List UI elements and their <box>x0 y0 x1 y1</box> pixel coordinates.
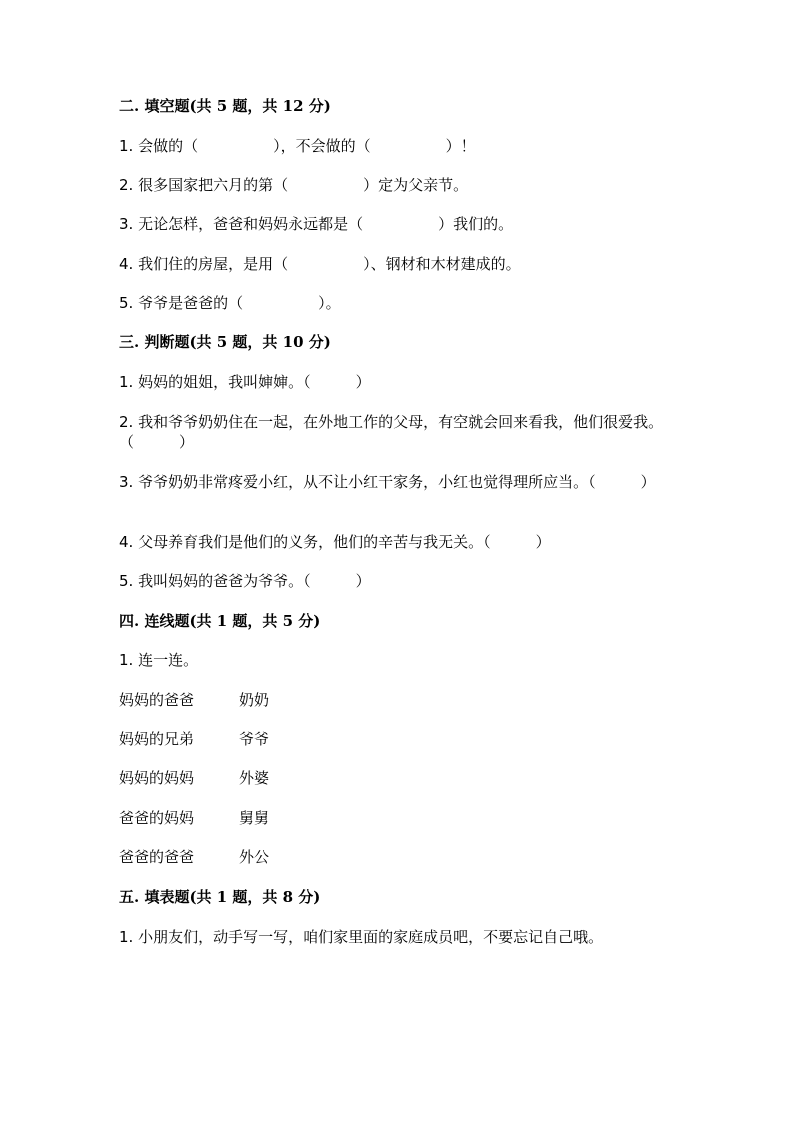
section-title-true-false: 三. 判断题(共 5 题，共 10 分) <box>119 333 331 351</box>
section-title-matching: 四. 连线题(共 1 题，共 5 分) <box>119 612 321 630</box>
true-false-question-1: 1. 妈妈的姐姐，我叫婶婶。（ ） <box>119 373 371 391</box>
table-fill-question-1: 1. 小朋友们，动手写一写，咱们家里面的家庭成员吧，不要忘记自己哦。 <box>119 928 604 946</box>
match-left-item: 爸爸的爸爸 <box>119 848 195 866</box>
match-right-item: 舅舅 <box>239 809 270 827</box>
section-title-table-fill: 五. 填表题(共 1 题，共 8 分) <box>119 888 321 906</box>
match-right-item: 外公 <box>239 848 270 866</box>
fill-blank-question-1: 1. 会做的（ ），不会做的（ ）！ <box>119 137 476 155</box>
true-false-question-3: 3. 爷爷奶奶非常疼爱小红，从不让小红干家务，小红也觉得理所应当。（ ） <box>119 473 656 491</box>
true-false-question-2: 2. 我和爷爷奶奶住在一起，在外地工作的父母，有空就会回来看我，他们很爱我。（ ） <box>119 413 664 451</box>
fill-blank-question-5: 5. 爷爷是爸爸的（ ）。 <box>119 294 341 312</box>
section-title-fill-blank: 二. 填空题(共 5 题，共 12 分) <box>119 97 331 115</box>
match-right-item: 爷爷 <box>239 730 270 748</box>
fill-blank-question-3: 3. 无论怎样，爸爸和妈妈永远都是（ ）我们的。 <box>119 215 514 233</box>
match-right-item: 外婆 <box>239 769 270 787</box>
match-left-item: 妈妈的妈妈 <box>119 769 195 787</box>
match-right-item: 奶奶 <box>239 691 270 709</box>
true-false-question-5: 5. 我叫妈妈的爸爸为爷爷。（ ） <box>119 572 371 590</box>
fill-blank-question-4: 4. 我们住的房屋，是用（ ）、钢材和木材建成的。 <box>119 255 521 273</box>
fill-blank-question-2: 2. 很多国家把六月的第（ ）定为父亲节。 <box>119 176 469 194</box>
true-false-question-4: 4. 父母养育我们是他们的义务，他们的辛苦与我无关。（ ） <box>119 533 551 551</box>
match-left-item: 妈妈的爸爸 <box>119 691 195 709</box>
match-left-item: 爸爸的妈妈 <box>119 809 195 827</box>
match-left-item: 妈妈的兄弟 <box>119 730 195 748</box>
matching-instruction: 1. 连一连。 <box>119 651 199 669</box>
